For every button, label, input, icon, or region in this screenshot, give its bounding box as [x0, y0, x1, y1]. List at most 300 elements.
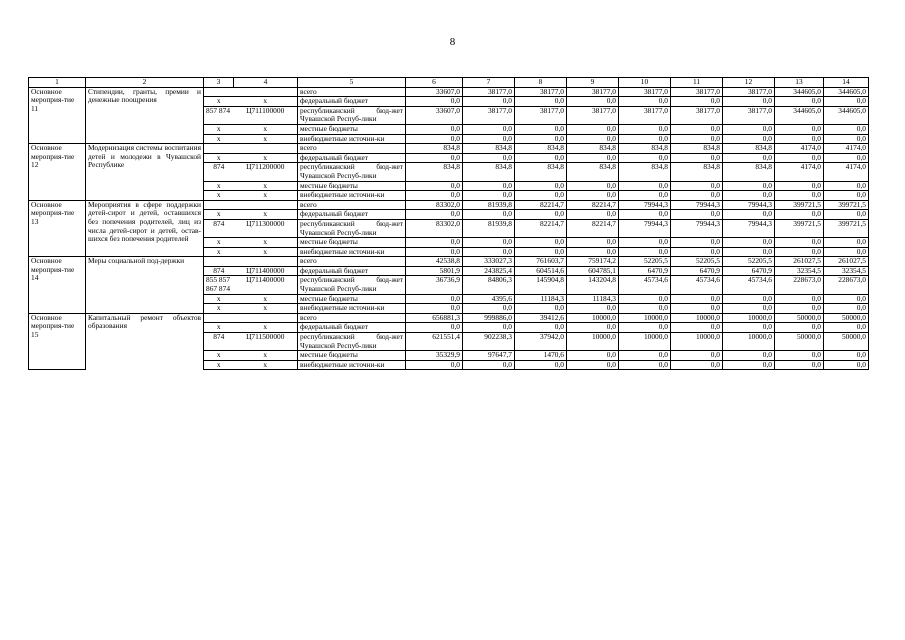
value-cell: 0,0	[671, 360, 723, 370]
value-cell: 0,0	[723, 247, 775, 257]
value-cell: 38177,0	[567, 87, 619, 97]
budget-code	[204, 200, 234, 210]
value-cell: 0,0	[671, 210, 723, 220]
header-cell: 2	[86, 78, 204, 88]
value-cell: 0,0	[723, 97, 775, 107]
value-cell: 50000,0	[824, 333, 869, 351]
value-cell: 6470,9	[619, 266, 671, 276]
header-cell: 3	[204, 78, 234, 88]
value-cell: 45734,6	[723, 276, 775, 294]
value-cell: 0,0	[723, 304, 775, 314]
value-cell: 0,0	[619, 153, 671, 163]
value-cell: 79944,3	[619, 219, 671, 237]
value-cell: 0,0	[515, 238, 567, 248]
value-cell: 38177,0	[619, 106, 671, 124]
value-cell: 0,0	[406, 97, 463, 107]
header-cell: 10	[619, 78, 671, 88]
value-cell: 84806,3	[463, 276, 515, 294]
value-cell: 0,0	[567, 191, 619, 201]
value-cell: 0,0	[406, 360, 463, 370]
value-cell: 4174,0	[824, 144, 869, 154]
value-cell: 834,8	[463, 144, 515, 154]
value-cell: 0,0	[567, 210, 619, 220]
value-cell: 0,0	[406, 323, 463, 333]
value-cell: 0,0	[824, 238, 869, 248]
value-cell: 83302,0	[406, 219, 463, 237]
funding-source: республиканский бюд-жет Чувашской Респуб-лики	[298, 219, 406, 237]
value-cell: 834,8	[619, 144, 671, 154]
value-cell: 656881,3	[406, 313, 463, 323]
value-cell: 0,0	[567, 351, 619, 361]
value-cell: 79944,3	[723, 219, 775, 237]
value-cell: 0,0	[515, 124, 567, 134]
classification-code: Ц711500000	[234, 333, 298, 351]
value-cell: 52205,5	[723, 257, 775, 267]
funding-source: федеральный бюджет	[298, 266, 406, 276]
value-cell: 0,0	[515, 134, 567, 144]
budget-code: 855 857 867 874	[204, 276, 234, 294]
value-cell: 333027,3	[463, 257, 515, 267]
value-cell: 83302,0	[406, 200, 463, 210]
value-cell: 0,0	[515, 247, 567, 257]
value-cell: 0,0	[619, 210, 671, 220]
funding-source: республиканский бюд-жет Чувашской Респуб-лики	[298, 333, 406, 351]
budget-code: х	[204, 181, 234, 191]
value-cell: 0,0	[619, 351, 671, 361]
classification-code: х	[234, 351, 298, 361]
budget-table	[28, 77, 869, 370]
classification-code: Ц711200000	[234, 163, 298, 181]
value-cell: 79944,3	[619, 200, 671, 210]
classification-code: х	[234, 97, 298, 107]
value-cell: 834,8	[723, 163, 775, 181]
value-cell: 35329,9	[406, 351, 463, 361]
value-cell: 759174,2	[567, 257, 619, 267]
value-cell: 0,0	[463, 360, 515, 370]
value-cell: 0,0	[619, 323, 671, 333]
value-cell: 10000,0	[723, 313, 775, 323]
header-cell: 4	[234, 78, 298, 88]
value-cell: 902238,3	[463, 333, 515, 351]
value-cell: 0,0	[567, 124, 619, 134]
value-cell: 0,0	[463, 181, 515, 191]
value-cell: 0,0	[567, 238, 619, 248]
value-cell: 0,0	[619, 294, 671, 304]
value-cell: 143204,8	[567, 276, 619, 294]
value-cell: 0,0	[723, 238, 775, 248]
value-cell: 6470,9	[723, 266, 775, 276]
classification-code: х	[234, 323, 298, 333]
value-cell: 834,8	[515, 144, 567, 154]
value-cell: 0,0	[619, 181, 671, 191]
value-cell: 38177,0	[723, 106, 775, 124]
value-cell: 0,0	[463, 191, 515, 201]
value-cell: 0,0	[406, 134, 463, 144]
value-cell: 0,0	[824, 124, 869, 134]
classification-code: х	[234, 181, 298, 191]
value-cell: 0,0	[723, 191, 775, 201]
value-cell: 399721,5	[824, 200, 869, 210]
value-cell: 0,0	[824, 247, 869, 257]
funding-source: местные бюджеты	[298, 294, 406, 304]
value-cell: 0,0	[406, 124, 463, 134]
value-cell: 0,0	[406, 238, 463, 248]
budget-code: х	[204, 97, 234, 107]
value-cell: 0,0	[515, 304, 567, 314]
value-cell: 0,0	[567, 97, 619, 107]
funding-source: местные бюджеты	[298, 351, 406, 361]
value-cell: 0,0	[515, 210, 567, 220]
header-cell: 14	[824, 78, 869, 88]
funding-source: местные бюджеты	[298, 181, 406, 191]
value-cell: 0,0	[567, 323, 619, 333]
value-cell: 344605,0	[775, 87, 824, 97]
value-cell: 145904,8	[515, 276, 567, 294]
value-cell: 38177,0	[671, 106, 723, 124]
value-cell: 0,0	[824, 153, 869, 163]
value-cell: 38177,0	[515, 87, 567, 97]
funding-source: внебюджетные источни-ки	[298, 134, 406, 144]
value-cell: 0,0	[515, 97, 567, 107]
value-cell: 39412,6	[515, 313, 567, 323]
value-cell: 834,8	[567, 144, 619, 154]
value-cell: 0,0	[824, 181, 869, 191]
value-cell: 0,0	[775, 238, 824, 248]
classification-code: х	[234, 294, 298, 304]
value-cell: 1470,6	[515, 351, 567, 361]
value-cell: 38177,0	[463, 106, 515, 124]
value-cell: 0,0	[463, 210, 515, 220]
value-cell: 38177,0	[567, 106, 619, 124]
value-cell: 0,0	[775, 124, 824, 134]
classification-code: х	[234, 360, 298, 370]
value-cell: 0,0	[723, 181, 775, 191]
value-cell: 0,0	[775, 360, 824, 370]
value-cell: 52205,5	[671, 257, 723, 267]
table-row	[29, 144, 869, 154]
value-cell: 82214,7	[515, 219, 567, 237]
value-cell: 38177,0	[671, 87, 723, 97]
funding-source: федеральный бюджет	[298, 323, 406, 333]
value-cell: 0,0	[406, 153, 463, 163]
value-cell: 0,0	[775, 304, 824, 314]
value-cell: 0,0	[671, 304, 723, 314]
value-cell: 0,0	[406, 304, 463, 314]
header-cell: 13	[775, 78, 824, 88]
value-cell: 834,8	[463, 163, 515, 181]
value-cell: 82214,7	[515, 200, 567, 210]
value-cell: 834,8	[723, 144, 775, 154]
value-cell: 0,0	[824, 191, 869, 201]
value-cell: 0,0	[567, 360, 619, 370]
value-cell: 11184,3	[567, 294, 619, 304]
value-cell: 0,0	[775, 134, 824, 144]
classification-code: х	[234, 153, 298, 163]
value-cell: 761603,7	[515, 257, 567, 267]
classification-code: х	[234, 304, 298, 314]
classification-code	[234, 87, 298, 97]
value-cell: 0,0	[775, 247, 824, 257]
header-row	[29, 78, 869, 88]
budget-code: х	[204, 124, 234, 134]
value-cell: 0,0	[515, 191, 567, 201]
funding-source: всего	[298, 144, 406, 154]
value-cell: 0,0	[824, 210, 869, 220]
value-cell: 0,0	[406, 247, 463, 257]
funding-source: республиканский бюд-жет Чувашской Респуб-лики	[298, 276, 406, 294]
value-cell: 834,8	[671, 144, 723, 154]
value-cell: 32354,5	[824, 266, 869, 276]
funding-source: республиканский бюд-жет Чувашской Респуб-лики	[298, 163, 406, 181]
value-cell: 0,0	[671, 134, 723, 144]
header-cell: 8	[515, 78, 567, 88]
header-cell: 12	[723, 78, 775, 88]
value-cell: 0,0	[567, 134, 619, 144]
funding-source: местные бюджеты	[298, 238, 406, 248]
classification-code: Ц711300000	[234, 219, 298, 237]
value-cell: 228673,0	[824, 276, 869, 294]
funding-source: всего	[298, 87, 406, 97]
activity-name: Основное мероприя-тие 12	[29, 144, 86, 201]
page-number: 8	[449, 36, 456, 48]
budget-code: х	[204, 191, 234, 201]
value-cell: 0,0	[775, 153, 824, 163]
value-cell: 38177,0	[463, 87, 515, 97]
value-cell: 0,0	[619, 247, 671, 257]
value-cell: 11184,3	[515, 294, 567, 304]
classification-code: х	[234, 191, 298, 201]
value-cell: 228673,0	[775, 276, 824, 294]
value-cell: 5801,9	[406, 266, 463, 276]
value-cell: 0,0	[671, 124, 723, 134]
value-cell: 82214,7	[567, 200, 619, 210]
value-cell: 45734,6	[619, 276, 671, 294]
funding-source: внебюджетные источни-ки	[298, 360, 406, 370]
value-cell: 834,8	[671, 163, 723, 181]
table-row	[29, 87, 869, 97]
value-cell: 243825,4	[463, 266, 515, 276]
value-cell: 33607,0	[406, 106, 463, 124]
value-cell: 0,0	[824, 294, 869, 304]
value-cell: 38177,0	[515, 106, 567, 124]
classification-code	[234, 200, 298, 210]
classification-code	[234, 144, 298, 154]
value-cell: 604514,6	[515, 266, 567, 276]
value-cell: 36736,9	[406, 276, 463, 294]
funding-source: федеральный бюджет	[298, 210, 406, 220]
classification-code	[234, 313, 298, 323]
budget-code	[204, 257, 234, 267]
value-cell: 4174,0	[824, 163, 869, 181]
activity-title: Меры социальной под-держки	[86, 257, 204, 314]
value-cell: 0,0	[671, 191, 723, 201]
value-cell: 0,0	[619, 360, 671, 370]
value-cell: 10000,0	[567, 313, 619, 323]
value-cell: 0,0	[671, 238, 723, 248]
value-cell: 33607,0	[406, 87, 463, 97]
value-cell: 0,0	[619, 238, 671, 248]
value-cell: 621551,4	[406, 333, 463, 351]
value-cell: 0,0	[671, 247, 723, 257]
funding-source: всего	[298, 200, 406, 210]
classification-code: х	[234, 124, 298, 134]
classification-code	[234, 257, 298, 267]
value-cell: 32354,5	[775, 266, 824, 276]
budget-code: х	[204, 304, 234, 314]
value-cell: 50000,0	[775, 333, 824, 351]
header-cell: 1	[29, 78, 86, 88]
value-cell: 38177,0	[723, 87, 775, 97]
classification-code: Ц711400000	[234, 266, 298, 276]
value-cell: 10000,0	[723, 333, 775, 351]
value-cell: 0,0	[775, 181, 824, 191]
value-cell: 0,0	[567, 153, 619, 163]
classification-code: Ц711100000	[234, 106, 298, 124]
funding-source: республиканский бюд-жет Чувашской Респуб-лики	[298, 106, 406, 124]
value-cell: 0,0	[463, 97, 515, 107]
value-cell: 0,0	[463, 323, 515, 333]
value-cell: 4174,0	[775, 144, 824, 154]
value-cell: 604785,1	[567, 266, 619, 276]
value-cell: 0,0	[824, 304, 869, 314]
value-cell: 0,0	[515, 360, 567, 370]
value-cell: 399721,5	[775, 200, 824, 210]
value-cell: 0,0	[775, 210, 824, 220]
header-cell: 11	[671, 78, 723, 88]
value-cell: 0,0	[671, 153, 723, 163]
value-cell: 10000,0	[619, 313, 671, 323]
value-cell: 42538,8	[406, 257, 463, 267]
value-cell: 399721,5	[775, 219, 824, 237]
value-cell: 0,0	[723, 124, 775, 134]
value-cell: 0,0	[406, 210, 463, 220]
budget-code: х	[204, 351, 234, 361]
value-cell: 834,8	[619, 163, 671, 181]
budget-code: 874	[204, 266, 234, 276]
value-cell: 0,0	[619, 191, 671, 201]
value-cell: 0,0	[463, 304, 515, 314]
value-cell: 261027,5	[775, 257, 824, 267]
value-cell: 52205,5	[619, 257, 671, 267]
budget-code: 874	[204, 333, 234, 351]
value-cell: 0,0	[775, 97, 824, 107]
header-cell: 7	[463, 78, 515, 88]
value-cell: 344605,0	[775, 106, 824, 124]
value-cell: 0,0	[723, 294, 775, 304]
budget-code	[204, 144, 234, 154]
value-cell: 0,0	[619, 304, 671, 314]
value-cell: 45734,6	[671, 276, 723, 294]
value-cell: 0,0	[824, 97, 869, 107]
value-cell: 0,0	[463, 238, 515, 248]
activity-title: Капитальный ремонт объектов образования	[86, 313, 204, 370]
header-cell: 6	[406, 78, 463, 88]
classification-code: х	[234, 238, 298, 248]
budget-code: 874	[204, 163, 234, 181]
value-cell: 834,8	[515, 163, 567, 181]
funding-source: федеральный бюджет	[298, 97, 406, 107]
value-cell: 0,0	[463, 134, 515, 144]
value-cell: 10000,0	[671, 313, 723, 323]
activity-title: Мероприятия в сфере поддержки детей-сирот и детей, оставшихся без попечения родителей, лиц из числа детей-сирот и детей, остав-шихся без попечения родителей	[86, 200, 204, 257]
value-cell: 0,0	[723, 153, 775, 163]
value-cell: 0,0	[515, 181, 567, 191]
value-cell: 4395,6	[463, 294, 515, 304]
table-row	[29, 257, 869, 267]
value-cell: 10000,0	[671, 333, 723, 351]
funding-source: внебюджетные источни-ки	[298, 247, 406, 257]
budget-code	[204, 87, 234, 97]
value-cell: 37942,0	[515, 333, 567, 351]
table-row	[29, 200, 869, 210]
classification-code: х	[234, 134, 298, 144]
header-cell: 9	[567, 78, 619, 88]
value-cell: 79944,3	[723, 200, 775, 210]
activity-name: Основное мероприя-тие 15	[29, 313, 86, 370]
budget-code: х	[204, 360, 234, 370]
value-cell: 82214,7	[567, 219, 619, 237]
value-cell: 0,0	[824, 351, 869, 361]
budget-code	[204, 313, 234, 323]
value-cell: 0,0	[671, 97, 723, 107]
activity-name: Основное мероприя-тие 13	[29, 200, 86, 257]
value-cell: 38177,0	[619, 87, 671, 97]
budget-code: х	[204, 134, 234, 144]
value-cell: 4174,0	[775, 163, 824, 181]
value-cell: 81939,8	[463, 200, 515, 210]
value-cell: 0,0	[824, 360, 869, 370]
value-cell: 0,0	[406, 191, 463, 201]
funding-source: федеральный бюджет	[298, 153, 406, 163]
value-cell: 79944,3	[671, 219, 723, 237]
value-cell: 0,0	[463, 247, 515, 257]
value-cell: 0,0	[567, 181, 619, 191]
budget-code: х	[204, 153, 234, 163]
value-cell: 0,0	[775, 351, 824, 361]
value-cell: 0,0	[824, 134, 869, 144]
value-cell: 81939,8	[463, 219, 515, 237]
header-cell: 5	[298, 78, 406, 88]
value-cell: 0,0	[824, 323, 869, 333]
value-cell: 97647,7	[463, 351, 515, 361]
value-cell: 399721,5	[824, 219, 869, 237]
value-cell: 6470,9	[671, 266, 723, 276]
activity-title: Стипендии, гранты, премии и денежные поощрения	[86, 87, 204, 144]
value-cell: 79944,3	[671, 200, 723, 210]
value-cell: 834,8	[567, 163, 619, 181]
value-cell: 0,0	[671, 181, 723, 191]
value-cell: 0,0	[406, 294, 463, 304]
value-cell: 50000,0	[775, 313, 824, 323]
value-cell: 0,0	[567, 247, 619, 257]
funding-source: всего	[298, 313, 406, 323]
value-cell: 0,0	[775, 191, 824, 201]
value-cell: 0,0	[671, 351, 723, 361]
value-cell: 834,8	[406, 144, 463, 154]
value-cell: 261027,5	[824, 257, 869, 267]
value-cell: 0,0	[671, 323, 723, 333]
funding-source: внебюджетные источни-ки	[298, 191, 406, 201]
value-cell: 0,0	[619, 124, 671, 134]
budget-code: 857 874	[204, 106, 234, 124]
budget-code: х	[204, 323, 234, 333]
value-cell: 344605,0	[824, 106, 869, 124]
value-cell: 10000,0	[567, 333, 619, 351]
value-cell: 0,0	[463, 124, 515, 134]
value-cell: 999886,0	[463, 313, 515, 323]
funding-source: всего	[298, 257, 406, 267]
budget-code: х	[204, 238, 234, 248]
